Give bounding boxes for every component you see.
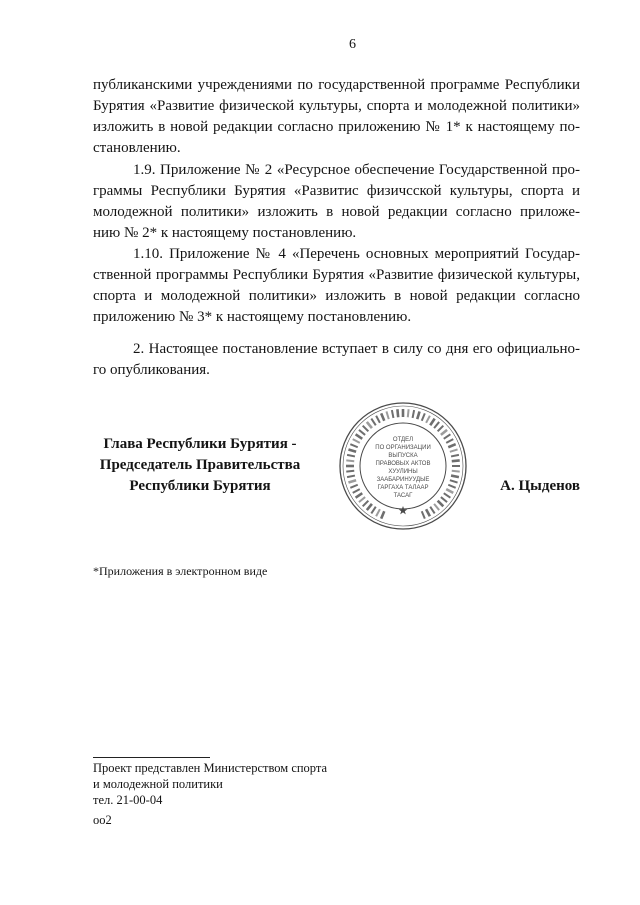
seal-ring-mark xyxy=(348,479,356,484)
text-line: спорта и молодежной политики» изложить в новой редакции согласно xyxy=(93,288,580,304)
paragraph-1-9 xyxy=(93,160,580,244)
seal-ring-mark xyxy=(346,465,354,468)
footer-line: Проект представлен Министерством спорта xyxy=(93,761,328,775)
text-line: становлению. xyxy=(93,140,181,156)
seal-ring-mark xyxy=(355,492,363,499)
text-line: изложить в новой редакции согласно приложению № 1* к настоящему по- xyxy=(93,119,580,135)
text-line: го опубликования. xyxy=(93,362,210,378)
footer-line: и молодежной политики xyxy=(93,777,223,791)
seal-ring-mark xyxy=(396,409,399,417)
footer-code: оо2 xyxy=(93,813,112,827)
text-line: нию № 2* к настоящему постановлению. xyxy=(93,225,357,241)
paragraph-2 xyxy=(93,339,580,381)
seal-ring-mark xyxy=(350,484,358,489)
seal-ring-mark xyxy=(437,425,444,432)
signatory-title-line: Глава Республики Бурятия - xyxy=(103,436,297,452)
seal-ring-mark xyxy=(375,509,381,517)
seal-ring-mark xyxy=(371,506,377,514)
seal-ring-mark xyxy=(347,475,355,479)
seal-ring-mark xyxy=(429,506,435,514)
seal-ring-mark xyxy=(440,429,448,436)
seal-ring-mark xyxy=(348,448,356,453)
seal-ring-mark xyxy=(429,418,436,426)
seal-ring-mark xyxy=(362,425,369,432)
text-line: 1.9. Приложение № 2 «Ресурсное обеспечение Государственной про- xyxy=(133,162,580,178)
seal-ring-mark xyxy=(446,438,454,444)
seal-ring-mark xyxy=(425,415,431,423)
seal-ring-mark xyxy=(451,454,459,458)
seal-ring-mark xyxy=(448,443,456,448)
seal-inner-text: ХУУЛИНЫ xyxy=(388,469,418,475)
seal-ring-mark xyxy=(421,413,426,421)
signatory-title xyxy=(60,434,340,497)
seal-ring-mark xyxy=(440,496,447,503)
text-line: 1.10. Приложение № 4 «Перечень основных мероприятий Государ- xyxy=(133,246,580,262)
footer-note xyxy=(93,760,327,828)
seal-ring-mark xyxy=(352,488,360,494)
seal-ring-mark xyxy=(452,459,460,462)
seal-ring-mark xyxy=(425,509,431,517)
seal-ring-mark xyxy=(391,410,395,418)
seal-inner-text: ОТДЕЛ xyxy=(392,437,414,443)
text-line: молодежной политики» изложить в новой редакции согласно приложе- xyxy=(93,204,580,220)
seal-ring-mark xyxy=(407,409,410,417)
seal-ring-mark xyxy=(433,421,440,428)
seal-ring-mark xyxy=(366,421,373,429)
text-line: публиканскими учреждениями по государственной программе Республики xyxy=(93,77,580,93)
seal-ring-mark xyxy=(421,511,426,519)
seal-inner-text: ВЫПУСКА xyxy=(388,453,418,459)
seal-ring-mark xyxy=(452,470,460,473)
seal-ring-mark xyxy=(437,500,444,507)
seal xyxy=(336,399,470,533)
signatory-name: А. Цыденов xyxy=(500,478,580,494)
text-line: Бурятия «Развитие физической культуры, спорта и молодежной политики» xyxy=(93,98,580,114)
seal-ring-mark xyxy=(416,411,421,419)
seal-inner-text: ЗААБАРИНУУДЫЕ xyxy=(376,477,430,483)
seal-ring-mark xyxy=(346,470,354,473)
text-line: 2. Настоящее постановление вступает в силу со дня его официально- xyxy=(133,341,580,357)
text-line: граммы Республики Бурятия «Развитис физичсской культуры, спорта и xyxy=(93,183,580,199)
seal-ring-mark xyxy=(347,454,355,458)
seal-inner-text: ПРАВОВЫХ АКТОВ xyxy=(375,461,431,467)
seal-inner-text: ПО ОРГАНИЗАЦИИ xyxy=(375,445,431,451)
seal-ring-mark xyxy=(380,511,385,519)
signatory-title-line: Республики Бурятия xyxy=(129,478,271,494)
page-number: 6 xyxy=(349,37,356,52)
seal-ring-mark xyxy=(452,465,460,467)
seal-ring-mark xyxy=(358,429,365,436)
text-line: приложению № 3* к настоящему постановлению. xyxy=(93,309,412,325)
seal-ring-mark xyxy=(375,415,381,423)
footnote: *Приложения в электронном виде xyxy=(93,564,268,578)
paragraph-continuation xyxy=(93,75,580,159)
seal-ring-mark xyxy=(362,500,369,507)
seal-inner-lettering xyxy=(375,437,431,499)
seal-ring-mark xyxy=(346,459,354,462)
seal-ring-mark xyxy=(358,496,365,503)
seal-ring-mark xyxy=(433,503,440,510)
seal-ring-mark xyxy=(350,443,358,448)
seal-ring-mark xyxy=(443,434,451,440)
seal-ring-mark xyxy=(402,409,405,417)
seal-inner-text: ТАСАГ xyxy=(393,493,413,499)
seal-inner-text: ГАРГАХА ТАЛААР xyxy=(377,485,429,491)
text-line: ственной программы Республики Бурятия «Развитие физической культуры, xyxy=(93,267,580,283)
seal-ring-mark xyxy=(355,433,363,440)
footer-line: тел. 21-00-04 xyxy=(93,793,163,807)
seal-ring-mark xyxy=(385,411,389,419)
seal-star-icon xyxy=(399,506,408,514)
seal-ring-mark xyxy=(352,438,360,444)
signatory-title-line: Председатель Правительства xyxy=(99,457,301,473)
paragraph-1-10 xyxy=(93,244,580,328)
seal-ring-mark xyxy=(366,503,373,511)
footer-divider xyxy=(93,757,210,758)
seal-ring-mark xyxy=(380,413,385,421)
seal-ring-mark xyxy=(371,418,377,426)
seal-ring-mark xyxy=(412,410,416,418)
seal-ring-mark xyxy=(450,448,458,452)
